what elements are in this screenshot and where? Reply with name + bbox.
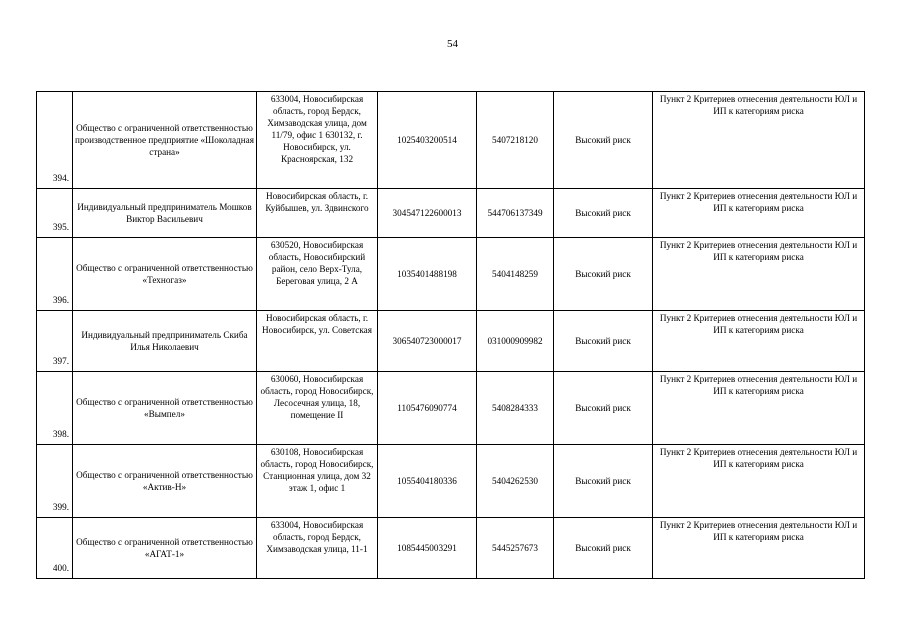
risk-basis: Пункт 2 Критериев отнесения деятельности ЮЛ и ИП к категориям риска xyxy=(653,372,865,445)
risk-category: Высокий риск xyxy=(554,518,653,579)
ogrn-value: 306540723000017 xyxy=(378,311,477,372)
organization-name: Индивидуальный предприниматель Скиба Илья Николаевич xyxy=(73,311,257,372)
organization-name: Индивидуальный предприниматель Мошков Виктор Васильевич xyxy=(73,189,257,238)
ogrn-value: 1085445003291 xyxy=(378,518,477,579)
organization-name: Общество с ограниченной ответственностью производственное предприятие «Шоколадная страна» xyxy=(73,92,257,189)
row-index: 397. xyxy=(37,311,73,372)
organization-address: 633004, Новосибирская область, город Бердск, Химзаводская улица, дом 11/79, офис 1 630132, г. Новосибирск, ул. Красноярская, 132 xyxy=(257,92,378,189)
ogrn-value: 304547122600013 xyxy=(378,189,477,238)
organization-name: Общество с ограниченной ответственностью «Вымпел» xyxy=(73,372,257,445)
page-number: 54 xyxy=(447,38,458,50)
risk-basis: Пункт 2 Критериев отнесения деятельности ЮЛ и ИП к категориям риска xyxy=(653,92,865,189)
risk-category: Высокий риск xyxy=(554,189,653,238)
organization-name: Общество с ограниченной ответственностью «Актив-Н» xyxy=(73,445,257,518)
organization-address: 630060, Новосибирская область, город Новосибирск, Лесосечная улица, 18, помещение II xyxy=(257,372,378,445)
table-row xyxy=(37,372,865,445)
row-index: 395. xyxy=(37,189,73,238)
ogrn-value: 1035401488198 xyxy=(378,238,477,311)
inn-value: 5404148259 xyxy=(477,238,554,311)
risk-basis: Пункт 2 Критериев отнесения деятельности ЮЛ и ИП к категориям риска xyxy=(653,518,865,579)
risk-category: Высокий риск xyxy=(554,445,653,518)
inn-value: 5404262530 xyxy=(477,445,554,518)
ogrn-value: 1105476090774 xyxy=(378,372,477,445)
risk-basis: Пункт 2 Критериев отнесения деятельности ЮЛ и ИП к категориям риска xyxy=(653,189,865,238)
organization-name: Общество с ограниченной ответственностью «АГАТ-1» xyxy=(73,518,257,579)
table-row xyxy=(37,92,865,189)
risk-category: Высокий риск xyxy=(554,238,653,311)
risk-basis: Пункт 2 Критериев отнесения деятельности ЮЛ и ИП к категориям риска xyxy=(653,311,865,372)
inn-value: 5408284333 xyxy=(477,372,554,445)
risk-basis: Пункт 2 Критериев отнесения деятельности ЮЛ и ИП к категориям риска xyxy=(653,238,865,311)
inn-value: 031000909982 xyxy=(477,311,554,372)
ogrn-value: 1025403200514 xyxy=(378,92,477,189)
risk-category: Высокий риск xyxy=(554,372,653,445)
organization-address: 633004, Новосибирская область, город Бердск, Химзаводская улица, 11-1 xyxy=(257,518,378,579)
table-row xyxy=(37,189,865,238)
risk-category: Высокий риск xyxy=(554,92,653,189)
risk-category: Высокий риск xyxy=(554,311,653,372)
inn-value: 544706137349 xyxy=(477,189,554,238)
table-row xyxy=(37,445,865,518)
organization-address: 630520, Новосибирская область, Новосибирский район, село Верх-Тула, Береговая улица, 2 А xyxy=(257,238,378,311)
organization-address: Новосибирская область, г. Новосибирск, ул. Советская xyxy=(257,311,378,372)
table-row xyxy=(37,518,865,579)
risk-registry-table xyxy=(36,91,865,579)
inn-value: 5445257673 xyxy=(477,518,554,579)
organization-name: Общество с ограниченной ответственностью «Техногаз» xyxy=(73,238,257,311)
organization-address: Новосибирская область, г. Куйбышев, ул. Здвинского xyxy=(257,189,378,238)
table-row xyxy=(37,311,865,372)
row-index: 399. xyxy=(37,445,73,518)
ogrn-value: 1055404180336 xyxy=(378,445,477,518)
row-index: 394. xyxy=(37,92,73,189)
risk-basis: Пункт 2 Критериев отнесения деятельности ЮЛ и ИП к категориям риска xyxy=(653,445,865,518)
organization-address: 630108, Новосибирская область, город Новосибирск, Станционная улица, дом 32 этаж 1, офис 1 xyxy=(257,445,378,518)
table-row xyxy=(37,238,865,311)
inn-value: 5407218120 xyxy=(477,92,554,189)
row-index: 400. xyxy=(37,518,73,579)
row-index: 396. xyxy=(37,238,73,311)
row-index: 398. xyxy=(37,372,73,445)
